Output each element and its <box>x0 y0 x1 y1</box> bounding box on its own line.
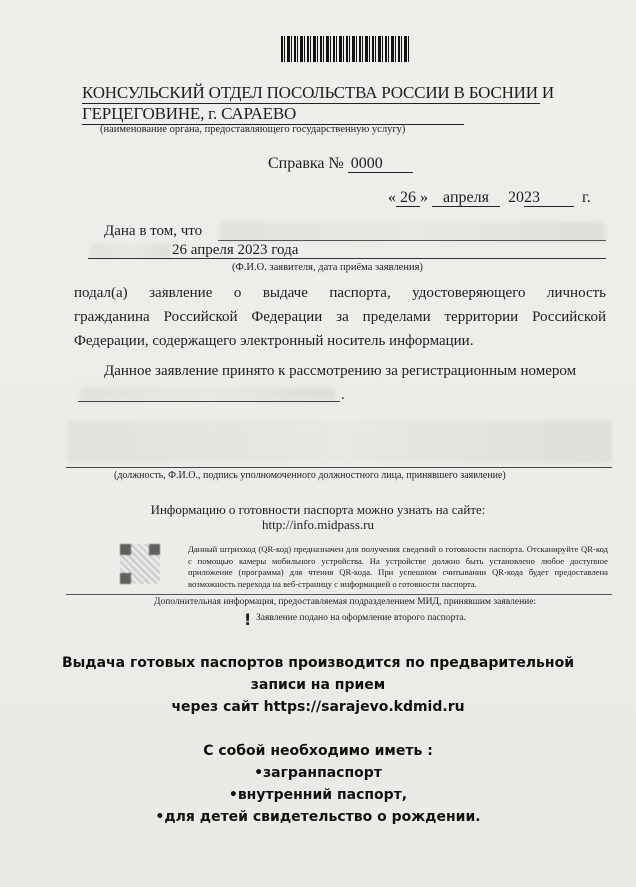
registration-period: . <box>341 387 345 403</box>
redacted-official-signature <box>68 421 612 463</box>
notice-line-3: через сайт https://sarajevo.kdmid.ru <box>171 699 465 715</box>
application-date: 26 апреля 2023 года <box>172 242 299 258</box>
redacted-registration-number <box>80 387 335 401</box>
statement-line-3: Федерации, содержащего электронный носитель информации. <box>74 333 474 349</box>
exclamation-icon: ! <box>244 610 252 629</box>
registration-number-line <box>78 401 340 402</box>
certificate-number <box>268 155 413 173</box>
additional-info-caption: Дополнительная информация, предоставляемая подразделением МИД, принявшим заявление: <box>154 597 537 607</box>
notice-item-3: •для детей свидетельство о рождении. <box>155 809 481 825</box>
readiness-site: http://info.midpass.ru <box>262 517 374 532</box>
notice-item-1: •загранпаспорт <box>254 765 382 781</box>
date-open-quote: « <box>388 189 396 206</box>
org-line-1: КОНСУЛЬСКИЙ ОТДЕЛ ПОСОЛЬСТВА РОССИИ В БОСНИИ И <box>82 83 554 102</box>
redacted-applicant-name-cont <box>90 244 170 258</box>
date-day: 26 <box>396 189 420 207</box>
statement-line-2: гражданина Российской Федерации за пределами территории Российской <box>74 309 606 325</box>
organization-title <box>82 83 562 125</box>
certificate-label: Справка № <box>268 155 344 172</box>
applicant-caption: (Ф.И.О. заявителя, дата приёма заявления) <box>232 262 423 273</box>
accepted-text: Данное заявление принято к рассмотрению за регистрационным номером <box>104 363 577 379</box>
qr-code-redacted <box>120 544 160 584</box>
certificate-date <box>388 189 591 207</box>
readiness-info: Информацию о готовности паспорта можно узнать на сайте: <box>150 502 486 517</box>
applicant-date-line <box>88 258 606 259</box>
notice-line-1: Выдача готовых паспортов производится по предварительной <box>61 655 575 671</box>
second-passport-note: Заявление подано на оформление второго паспорта. <box>256 613 467 623</box>
date-close-quote: » <box>420 189 428 206</box>
date-year-suffix: 23 <box>524 189 574 207</box>
org-line-2: ГЕРЦЕГОВИНЕ, г. САРАЕВО <box>82 104 464 125</box>
date-month: апреля <box>432 189 500 207</box>
notice-line-2: записи на прием <box>250 677 386 693</box>
official-caption: (должность, Ф.И.О., подпись уполномоченного должностного лица, принявшего заявление) <box>114 470 506 481</box>
date-year-prefix: 20 <box>508 189 524 206</box>
org-caption: (наименование органа, предоставляющего государственную услугу) <box>100 124 406 135</box>
certificate-number-value: 0000 <box>348 155 413 173</box>
info-divider <box>66 594 612 595</box>
applicant-intro: Дана в том, что <box>104 223 203 239</box>
barcode <box>281 36 409 62</box>
official-signature-line <box>66 467 612 468</box>
notice-requirements-title: С собой необходимо иметь : <box>203 743 433 759</box>
statement-line-1: подал(а) заявление о выдаче паспорта, удостоверяющего личность <box>74 285 606 301</box>
date-year-unit: г. <box>582 189 591 206</box>
notice-item-2: •внутренний паспорт, <box>228 787 408 803</box>
qr-description: Данный штрихкод (QR-код) предназначен для получения сведений о готовности паспорта. Отсканируйте QR-код с помощью камеры мобильного устройства. На устройстве должно быть установлено любое доступное приложение (программа) для чтения QR-кода. При успешном считывании QR-кода будет предоставлена возможность перехода на веб-страницу с информацией о готовности паспорта. <box>188 544 608 589</box>
